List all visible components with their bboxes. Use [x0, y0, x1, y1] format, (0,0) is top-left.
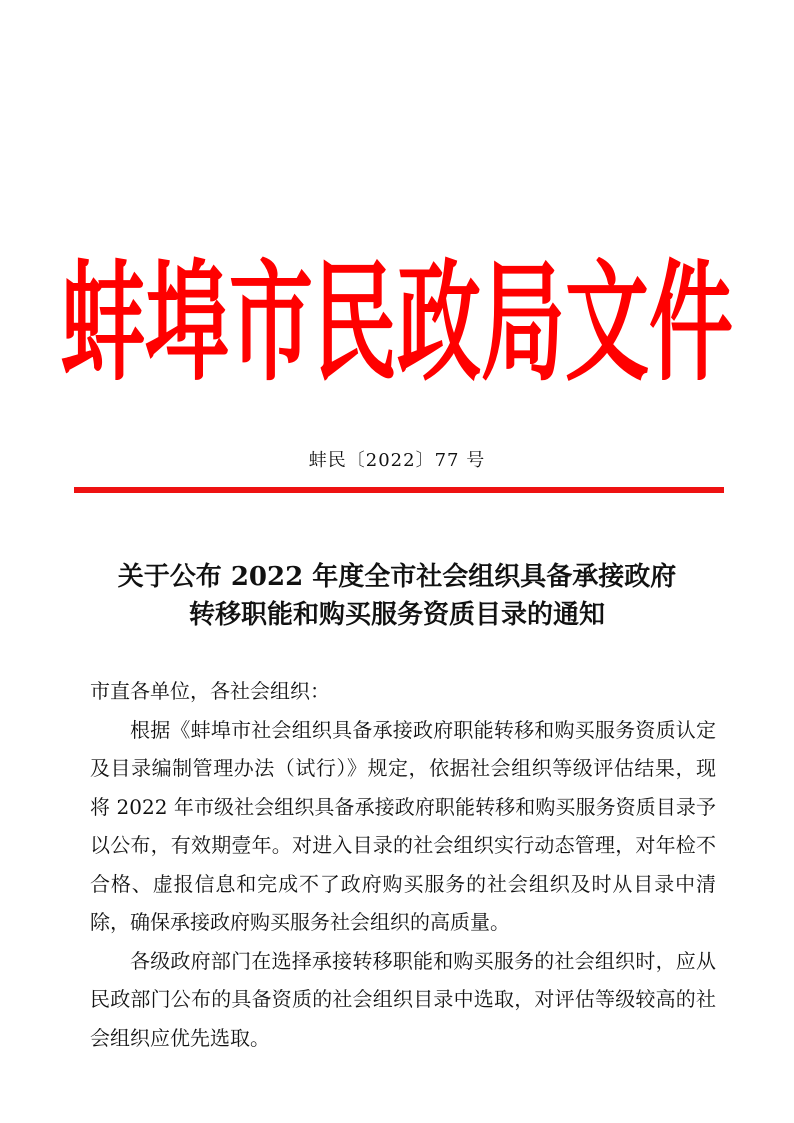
- notice-title-line-2: 转移职能和购买服务资质目录的通知: [188, 600, 605, 630]
- body-paragraph-2: 各级政府部门在选择承接转移职能和购买服务的社会组织时，应从民政部门公布的具备资质的社会组织目录中选取，对评估等级较高的社会组织应优先选取。: [90, 948, 716, 1050]
- agency-header-title: 蚌埠市民政局文件: [60, 245, 733, 399]
- red-divider-line: [74, 487, 724, 493]
- salutation: 市直各单位，各社会组织：: [90, 679, 330, 703]
- notice-title-line-1: 关于公布 2022 年度全市社会组织具备承接政府: [117, 562, 677, 592]
- document-number: 蚌民〔2022〕77 号: [308, 450, 486, 471]
- notice-title: [60, 558, 734, 634]
- notice-body: [90, 672, 716, 1057]
- body-paragraph-1: 根据《蚌埠市社会组织具备承接政府职能转移和购买服务资质认定及目录编制管理办法（试行）》规定，依据社会组织等级评估结果，现将 2022 年市级社会组织具备承接政府职能转移和购买服务资质目录予以公布，有效期壹年。对进入目录的社会组织实行动态管理，对年检不合格、虚报信息和完成不了政府购买服务的社会组织及时从目录中清除，确保承接政府购买服务社会组织的高质量。: [90, 717, 716, 934]
